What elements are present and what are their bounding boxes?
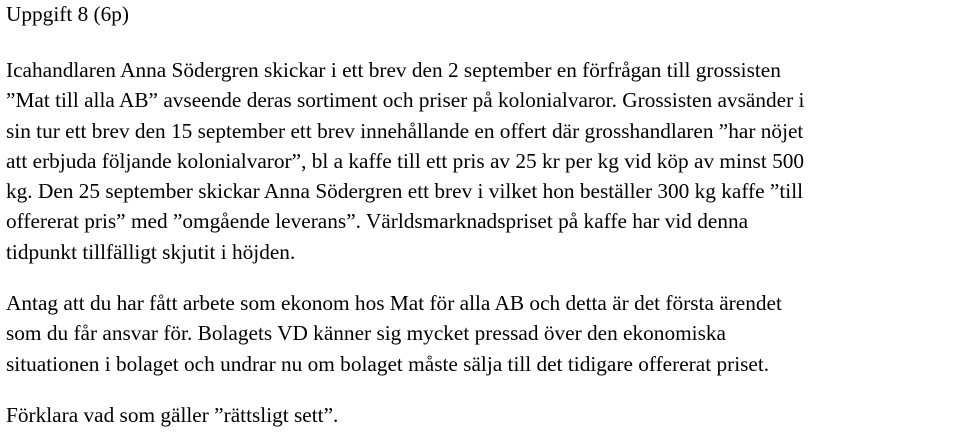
text-line: tidpunkt tillfälligt skjutit i höjden.: [6, 239, 296, 264]
text-line: ”Mat till alla AB” avseende deras sortiment och priser på kolonialvaror. Grossisten avsänder i: [6, 88, 805, 113]
text-line: offererat pris” med ”omgående leverans”. Världsmarknadspriset på kaffe har vid denna: [6, 209, 749, 234]
text-line: som du får ansvar för. Bolagets VD känner sig mycket pressad över den ekonomiska: [6, 321, 726, 346]
task-heading: Uppgift 8 (6p): [6, 2, 130, 26]
text-line: Icahandlaren Anna Södergren skickar i ett brev den 2 september en förfrågan till grossisten: [6, 58, 781, 82]
text-line: sin tur ett brev den 15 september ett brev innehållande en offert där grosshandlaren ”har nöjet: [6, 118, 804, 143]
text-line: situationen i bolaget och undrar nu om bolaget måste sälja till det tidigare offererat priset.: [6, 351, 770, 376]
text-line: kg. Den 25 september skickar Anna Södergren ett brev i vilket hon beställer 300 kg kaffe ”till: [6, 179, 804, 204]
paragraph-assumption: [6, 288, 782, 379]
text-line: att erbjuda följande kolonialvaror”, bl a kaffe till ett pris av 25 kr per kg vid köp av minst 500: [6, 148, 805, 173]
text-line: Förklara vad som gäller ”rättsligt sett”.: [6, 403, 339, 427]
paragraph-scenario: [6, 55, 804, 267]
paragraph-question: [6, 400, 338, 430]
document: [6, 0, 958, 427]
text-line: Antag att du har fått arbete som ekonom hos Mat för alla AB och detta är det första ärendet: [6, 291, 782, 315]
